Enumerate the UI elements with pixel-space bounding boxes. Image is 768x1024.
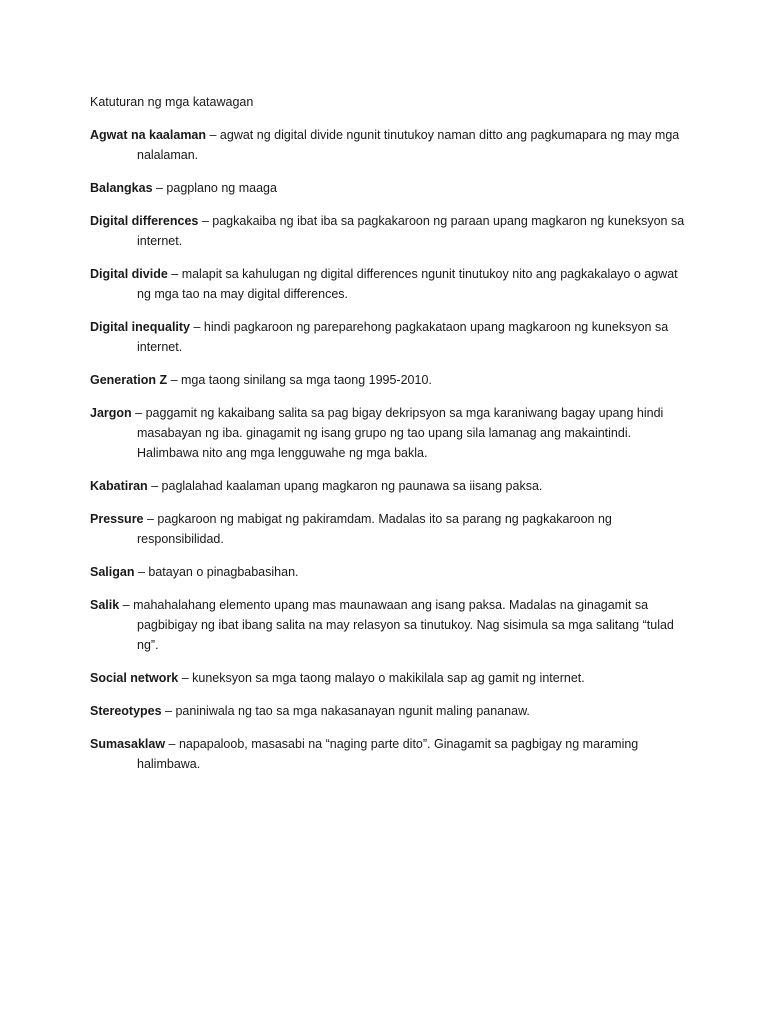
glossary-definition: – mahahalahang elemento upang mas maunawaan ang isang paksa. Madalas na ginagamit sa pagbibigay ng ibat ibang salita na may relasyon sa tinutukoy. Nag sisimula sa mga salitang “tulad ng”. [119,598,674,652]
glossary-entry [90,370,690,390]
glossary-entry [90,595,690,655]
glossary-entry [90,701,690,721]
glossary-entry [90,178,690,198]
glossary-definition: – malapit sa kahulugan ng digital differences ngunit tinutukoy nito ang pagkakalayo o agwat ng mga tao na may digital differences. [137,267,678,301]
glossary-term: Digital inequality [90,320,191,334]
glossary-definition: – hindi pagkaroon ng pareparehong pagkakataon upang magkaroon ng kuneksyon sa internet. [137,320,669,354]
glossary-definition: – pagkaroon ng mabigat ng pakiramdam. Madalas ito sa parang ng pagkakaroon ng responsibilidad. [137,512,612,546]
glossary-term: Pressure [90,512,144,526]
document-title: Katuturan ng mga katawagan [90,95,254,109]
glossary-definition: – pagkakaiba ng ibat iba sa pagkakaroon ng paraan upang magkaron ng kuneksyon sa internet. [137,214,685,248]
glossary-term: Balangkas [90,181,153,195]
document-page [90,93,690,787]
glossary-entry [90,264,690,304]
glossary-term: Sumasaklaw [90,737,166,751]
glossary-term: Generation Z [90,373,168,387]
glossary-definition: – paggamit ng kakaibang salita sa pag bigay dekripsyon sa mga karaniwang bagay upang hindi masabayan ng iba. ginagamit ng isang grupo ng tao upang sila lamanag ang makaintindi. Halimbawa nito ang mga lengguwahe ng mga bakla. [131,406,664,460]
glossary-entry [90,403,690,463]
glossary-definition: – napapaloob, masasabi na “naging parte dito”. Ginagamit sa pagbigay ng maraming halimbawa. [137,737,639,771]
glossary-entry [90,211,690,251]
glossary-term: Jargon [90,406,132,420]
glossary-entry [90,476,690,496]
glossary-definition: – pagplano ng maaga [152,181,277,195]
glossary-term: Stereotypes [90,704,162,718]
glossary-definition: – agwat ng digital divide ngunit tinutukoy naman ditto ang pagkumapara ng may mga nalalaman. [137,128,680,162]
glossary-definition: – mga taong sinilang sa mga taong 1995-2010. [167,373,432,387]
glossary-term: Salik [90,598,120,612]
glossary-definition: – kuneksyon sa mga taong malayo o makikilala sap ag gamit ng internet. [178,671,585,685]
glossary-definition: – paglalahad kaalaman upang magkaron ng paunawa sa iisang paksa. [147,479,543,493]
glossary-term: Social network [90,671,179,685]
glossary-entry [90,562,690,582]
glossary-entry [90,125,690,165]
glossary-entry [90,509,690,549]
glossary-term: Kabatiran [90,479,148,493]
glossary-entry [90,734,690,774]
glossary-definition: – batayan o pinagbabasihan. [134,565,299,579]
glossary-entry [90,317,690,357]
glossary-entry [90,668,690,688]
glossary-term: Saligan [90,565,135,579]
glossary-definition: – paniniwala ng tao sa mga nakasanayan ngunit maling pananaw. [161,704,530,718]
glossary-term: Digital divide [90,267,168,281]
glossary-term: Digital differences [90,214,199,228]
glossary-term: Agwat na kaalaman [90,128,207,142]
